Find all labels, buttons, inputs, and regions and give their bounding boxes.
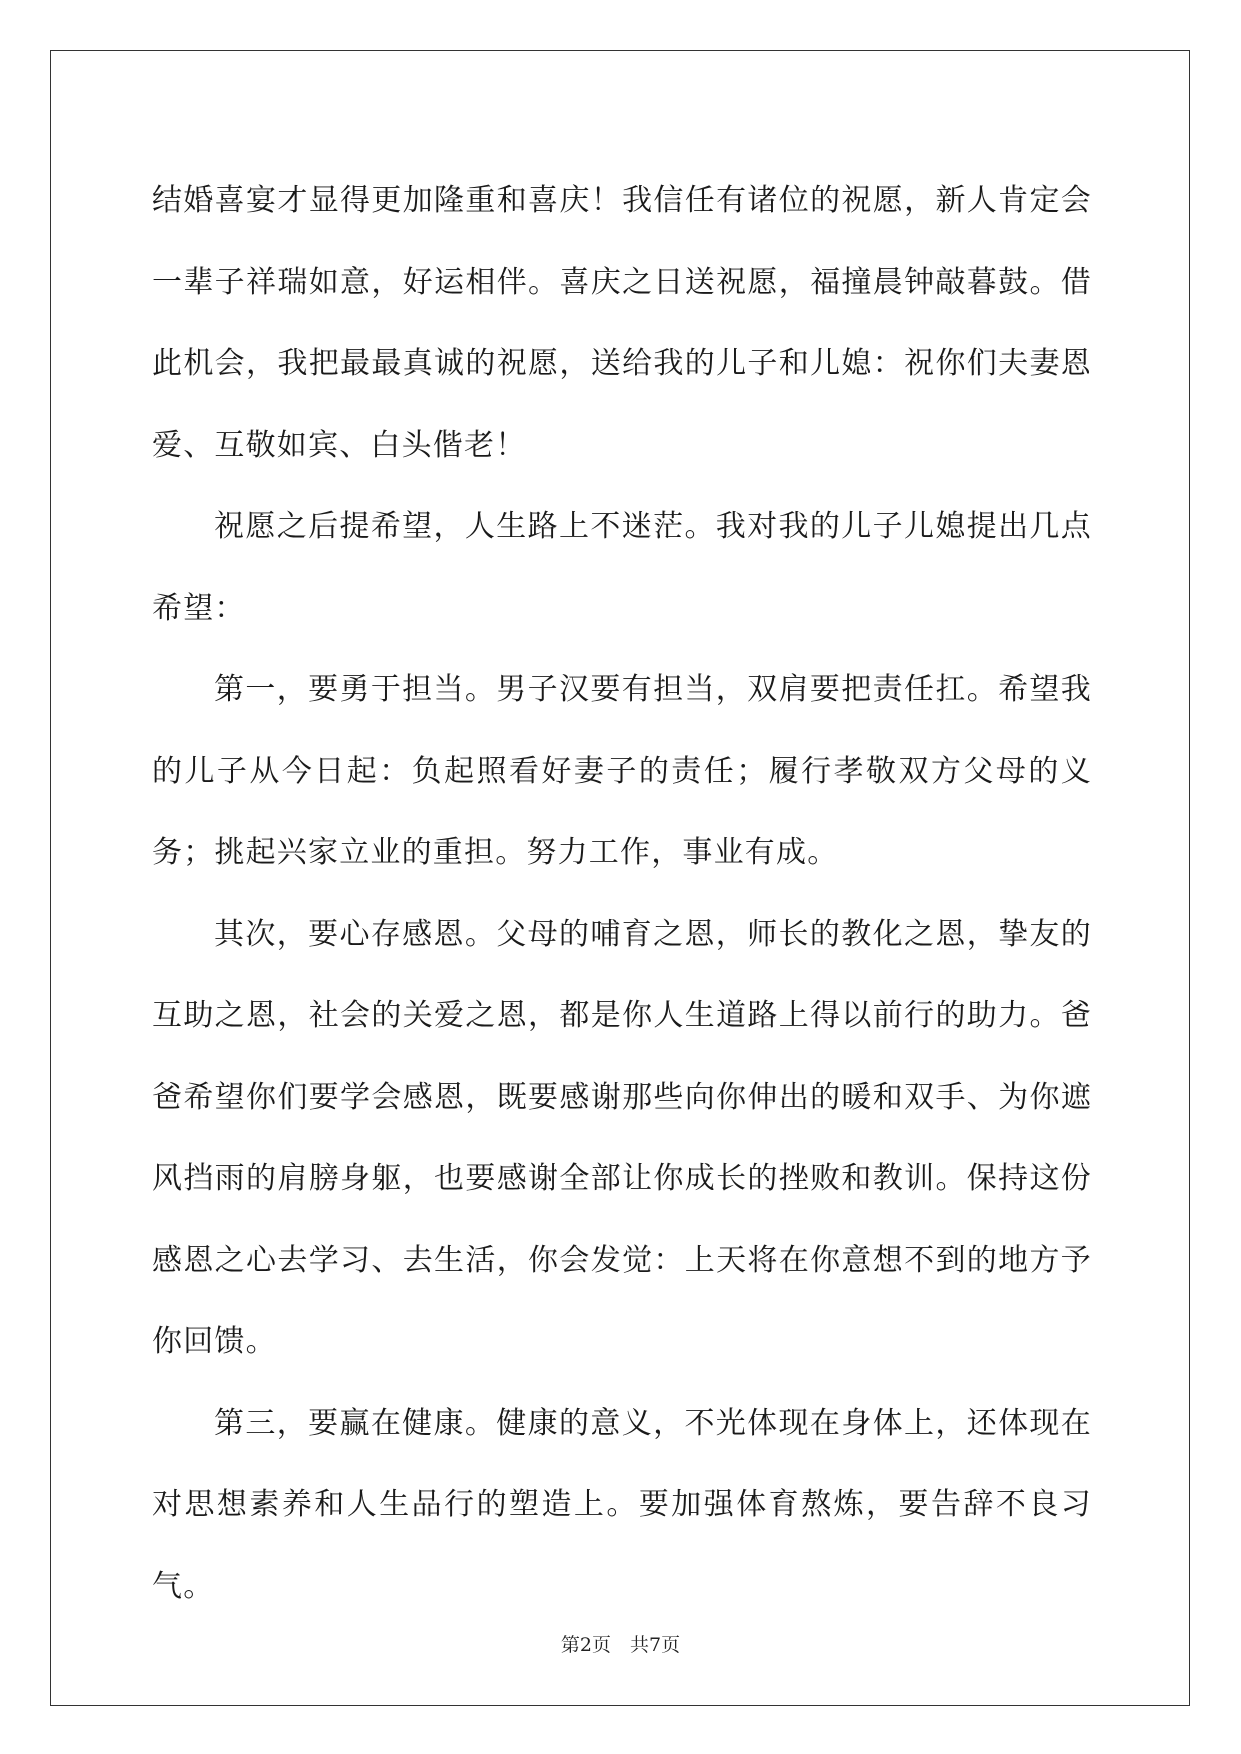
- paragraph-5: 第三，要赢在健康。健康的意义，不光体现在身体上，还体现在对思想素养和人生品行的塑造上。要加强体育熬炼，要告辞不良习气。: [152, 1405, 1092, 1604]
- paragraph-2: 祝愿之后提希望，人生路上不迷茫。我对我的儿子儿媳提出几点希望：: [152, 509, 1092, 626]
- paragraph-4: 其次，要心存感恩。父母的哺育之恩，师长的教化之恩，挚友的互助之恩，社会的关爱之恩，都是你人生道路上得以前行的助力。爸爸希望你们要学会感恩，既要感谢那些向你伸出的暖和双手、为你遮风挡雨的肩膀身躯，也要感谢全部让你成长的挫败和教训。保持这份感恩之心去学习、去生活，你会发觉：上天将在你意想不到的地方予你回馈。: [152, 916, 1092, 1359]
- paragraph-1: 结婚喜宴才显得更加隆重和喜庆！我信任有诸位的祝愿，新人肯定会一辈子祥瑞如意，好运相伴。喜庆之日送祝愿，福撞晨钟敲暮鼓。借此机会，我把最最真诚的祝愿，送给我的儿子和儿媳：祝你们夫妻恩爱、互敬如宾、白头偕老！: [152, 183, 1092, 463]
- document-body: [152, 160, 1092, 1627]
- paragraph-3: 第一，要勇于担当。男子汉要有担当，双肩要把责任扛。希望我的儿子从今日起：负起照看好妻子的责任；履行孝敬双方父母的义务；挑起兴家立业的重担。努力工作，事业有成。: [152, 672, 1092, 870]
- page-number-footer: 第2页 共7页: [560, 1634, 681, 1656]
